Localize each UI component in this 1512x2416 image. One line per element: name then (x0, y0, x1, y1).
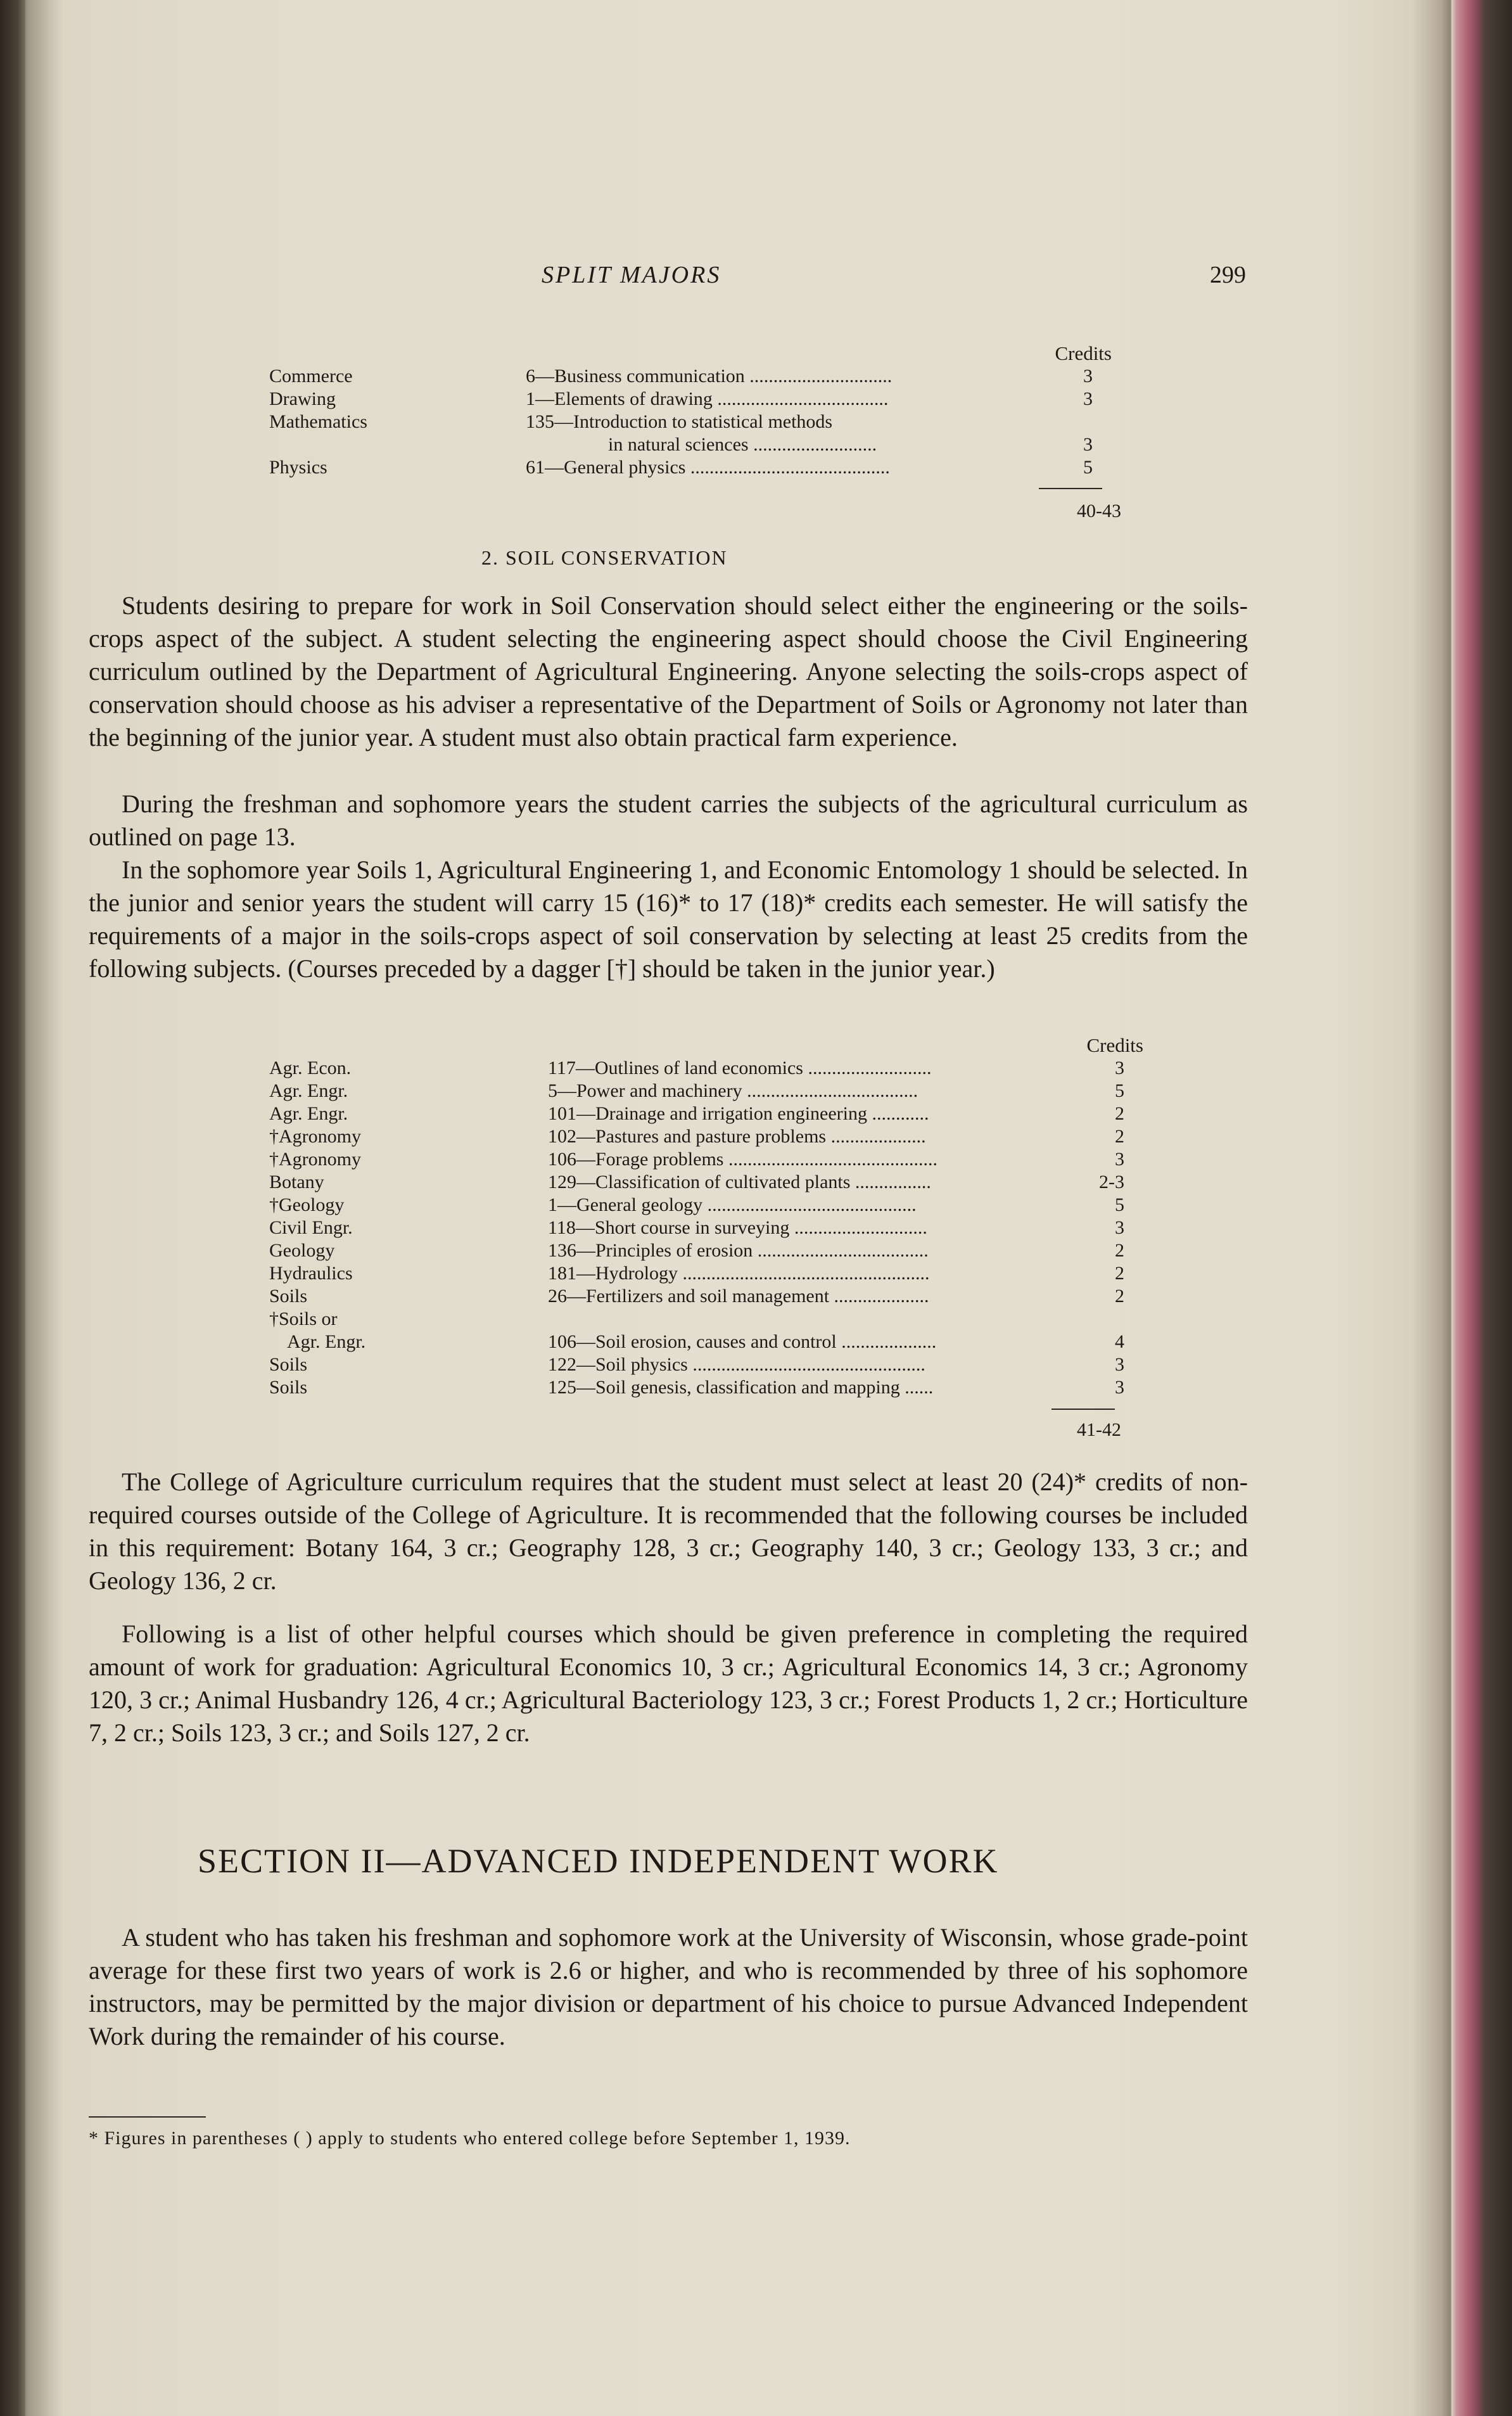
dept-cell: †Geology (269, 1194, 345, 1215)
dept-cell: Agr. Econ. (269, 1058, 352, 1078)
dept-cell: Agr. Engr. (287, 1331, 366, 1352)
credits-cell: 3 (1115, 1149, 1124, 1170)
page-number: 299 (1210, 262, 1246, 288)
section-paragraph: A student who has taken his freshman and sophomore work at the University of Wisconsin, whose grade-point average for these first two years of work is 2.6 or higher, and who is recommended by three of his sophomore instructors, may be permitted by the major division or department of his choice to pursue Advanced Independent Work during the remainder of his course. (89, 1923, 1248, 2050)
table-row (269, 1285, 1143, 1308)
course-cell: 118—Short course in surveying ............................ (548, 1217, 927, 1238)
dept-cell: Agr. Engr. (269, 1080, 348, 1101)
dept-cell: Commerce (269, 366, 353, 387)
dept-cell: Mathematics (269, 411, 367, 432)
dept-cell: Botany (269, 1172, 324, 1192)
soil-conservation-heading: 2. SOIL CONSERVATION (481, 546, 728, 569)
credits-cell: 2 (1115, 1240, 1124, 1261)
table-row (269, 411, 1112, 433)
credits-cell: 3 (1083, 366, 1093, 387)
paragraph-2: During the freshman and sophomore years the student carries the subjects of the agricultural curriculum as outlined on page 13. (89, 789, 1248, 851)
previous-page-edge (25, 0, 63, 2416)
dept-cell: Agr. Engr. (269, 1103, 348, 1124)
table-row (269, 1148, 1143, 1171)
course-cell: 122—Soil physics ................................................. (548, 1354, 925, 1375)
dept-cell: †Agronomy (269, 1149, 361, 1170)
course-cell: 106—Forage problems ............................................ (548, 1149, 937, 1170)
credits-cell: 2-3 (1099, 1172, 1124, 1192)
paragraph-1: Students desiring to prepare for work in Soil Conservation should select either the engineering or the soils-crops aspect of the subject. A student selecting the engineering aspect should choose the Civil Engineering curriculum outlined by the Department of Agricultural Engineering. Anyone selecting the soils-crops aspect of conservation should choose as his adviser a representative of the Department of Soils or Agronomy not later than the beginning of the junior year. A student must also obtain practical farm experience. (89, 591, 1248, 751)
credits-cell: 4 (1115, 1331, 1124, 1352)
credits-cell: 3 (1115, 1354, 1124, 1375)
running-head (89, 261, 1246, 299)
total-rule (1039, 488, 1102, 489)
table2-total: 41-42 (1077, 1419, 1121, 1440)
credits-cell: 3 (1115, 1217, 1124, 1238)
course-cell: 1—Elements of drawing .................................... (526, 388, 889, 409)
course-cell: 125—Soil genesis, classification and mapping ...... (548, 1377, 934, 1398)
course-cell: 6—Business communication .............................. (526, 366, 893, 387)
paragraph-4: The College of Agriculture curriculum requires that the student must select at least 20 (24)* credits of non-required courses outside of the College of Agriculture. It is recommended that the following courses be included in this requirement: Botany 164, 3 cr.; Geography 128, 3 cr.; Geography 140, 3 cr.; Geology 133, 3 cr.; and Geology 136, 2 cr. (89, 1467, 1248, 1595)
course-cell: 181—Hydrology .................................................... (548, 1263, 930, 1284)
table-row (269, 1376, 1143, 1399)
table-row (269, 1057, 1143, 1080)
dept-cell: †Soils or (269, 1308, 338, 1329)
course-cell: 135—Introduction to statistical methods (526, 411, 833, 432)
footnote: * Figures in parentheses ( ) apply to students who entered college before September 1, 1939. (89, 2128, 851, 2149)
section-heading: SECTION II—ADVANCED INDEPENDENT WORK (198, 1842, 999, 1880)
table-row (269, 1171, 1143, 1194)
table-row (269, 1331, 1143, 1353)
course-cell: 129—Classification of cultivated plants ................ (548, 1172, 931, 1192)
footnote-rule (89, 2116, 206, 2118)
book-spine (0, 0, 25, 2416)
credits-cell: 3 (1115, 1058, 1124, 1078)
credits-header: Credits (1086, 1034, 1143, 1056)
table-row (269, 1217, 1143, 1239)
credits-cell: 5 (1115, 1194, 1124, 1215)
credits-cell: 5 (1083, 457, 1093, 478)
course-cell: 101—Drainage and irrigation engineering ............ (548, 1103, 929, 1124)
dept-cell: Physics (269, 457, 327, 478)
course-cell: 26—Fertilizers and soil management .................... (548, 1286, 929, 1307)
table-row (269, 1239, 1143, 1262)
table1-total: 40-43 (1077, 501, 1121, 521)
credits-cell: 3 (1115, 1377, 1124, 1398)
credits-cell: 2 (1115, 1286, 1124, 1307)
table-row (269, 388, 1112, 411)
table-row (269, 1194, 1143, 1217)
credits-cell: 2 (1115, 1126, 1124, 1147)
table-row (269, 1353, 1143, 1376)
table-row (269, 433, 1112, 456)
table-row (269, 1262, 1143, 1285)
dept-cell: Geology (269, 1240, 335, 1261)
table-row (269, 1103, 1143, 1125)
credits-cell: 2 (1115, 1103, 1124, 1124)
running-head-title: SPLIT MAJORS (542, 262, 721, 288)
table-row (269, 1308, 1143, 1331)
credits-header: Credits (1055, 342, 1112, 364)
course-cell: 102—Pastures and pasture problems .................... (548, 1126, 926, 1147)
total-rule (1051, 1409, 1115, 1410)
dept-cell: Soils (269, 1377, 308, 1398)
table-row (269, 1080, 1143, 1103)
credits-cell: 3 (1083, 434, 1093, 455)
credits-cell: 3 (1083, 388, 1093, 409)
dept-cell: Hydraulics (269, 1263, 353, 1284)
table-row (269, 456, 1112, 479)
page (89, 0, 1413, 2416)
dept-cell: Civil Engr. (269, 1217, 353, 1238)
table-row (269, 1125, 1143, 1148)
course-cell: 106—Soil erosion, causes and control .................... (548, 1331, 937, 1352)
dept-cell: Soils (269, 1286, 308, 1307)
dept-cell: Drawing (269, 388, 336, 409)
credits-cell: 5 (1115, 1080, 1124, 1101)
table-row (269, 365, 1112, 388)
course-cell: 136—Principles of erosion .................................... (548, 1240, 929, 1261)
course-cell: 61—General physics .......................................... (526, 457, 890, 478)
course-cell: in natural sciences .......................... (608, 434, 877, 455)
paragraph-5: Following is a list of other helpful courses which should be given preference in completing the required amount of work for graduation: Agricultural Economics 10, 3 cr.; Agricultural Economics 14, 3 cr.; Agronomy 120, 3 cr.; Animal Husbandry 126, 4 cr.; Agricultural Bacteriology 123, 3 cr.; Forest Products 1, 2 cr.; Horticulture 7, 2 cr.; Soils 123, 3 cr.; and Soils 127, 2 cr. (89, 1620, 1248, 1747)
dept-cell: †Agronomy (269, 1126, 361, 1147)
dept-cell: Soils (269, 1354, 308, 1375)
paragraph-3: In the sophomore year Soils 1, Agricultural Engineering 1, and Economic Entomology 1 should be selected. In the junior and senior years the student will carry 15 (16)* to 17 (18)* credits each semester. He will satisfy the requirements of a major in the soils-crops aspect of soil conservation by selecting at least 25 credits from the following subjects. (Courses preceded by a dagger [†] should be taken in the junior year.) (89, 855, 1248, 983)
course-cell: 5—Power and machinery .................................... (548, 1080, 918, 1101)
course-cell: 1—General geology ............................................ (548, 1194, 917, 1215)
credits-cell: 2 (1115, 1263, 1124, 1284)
course-cell: 117—Outlines of land economics .......................... (548, 1058, 932, 1078)
